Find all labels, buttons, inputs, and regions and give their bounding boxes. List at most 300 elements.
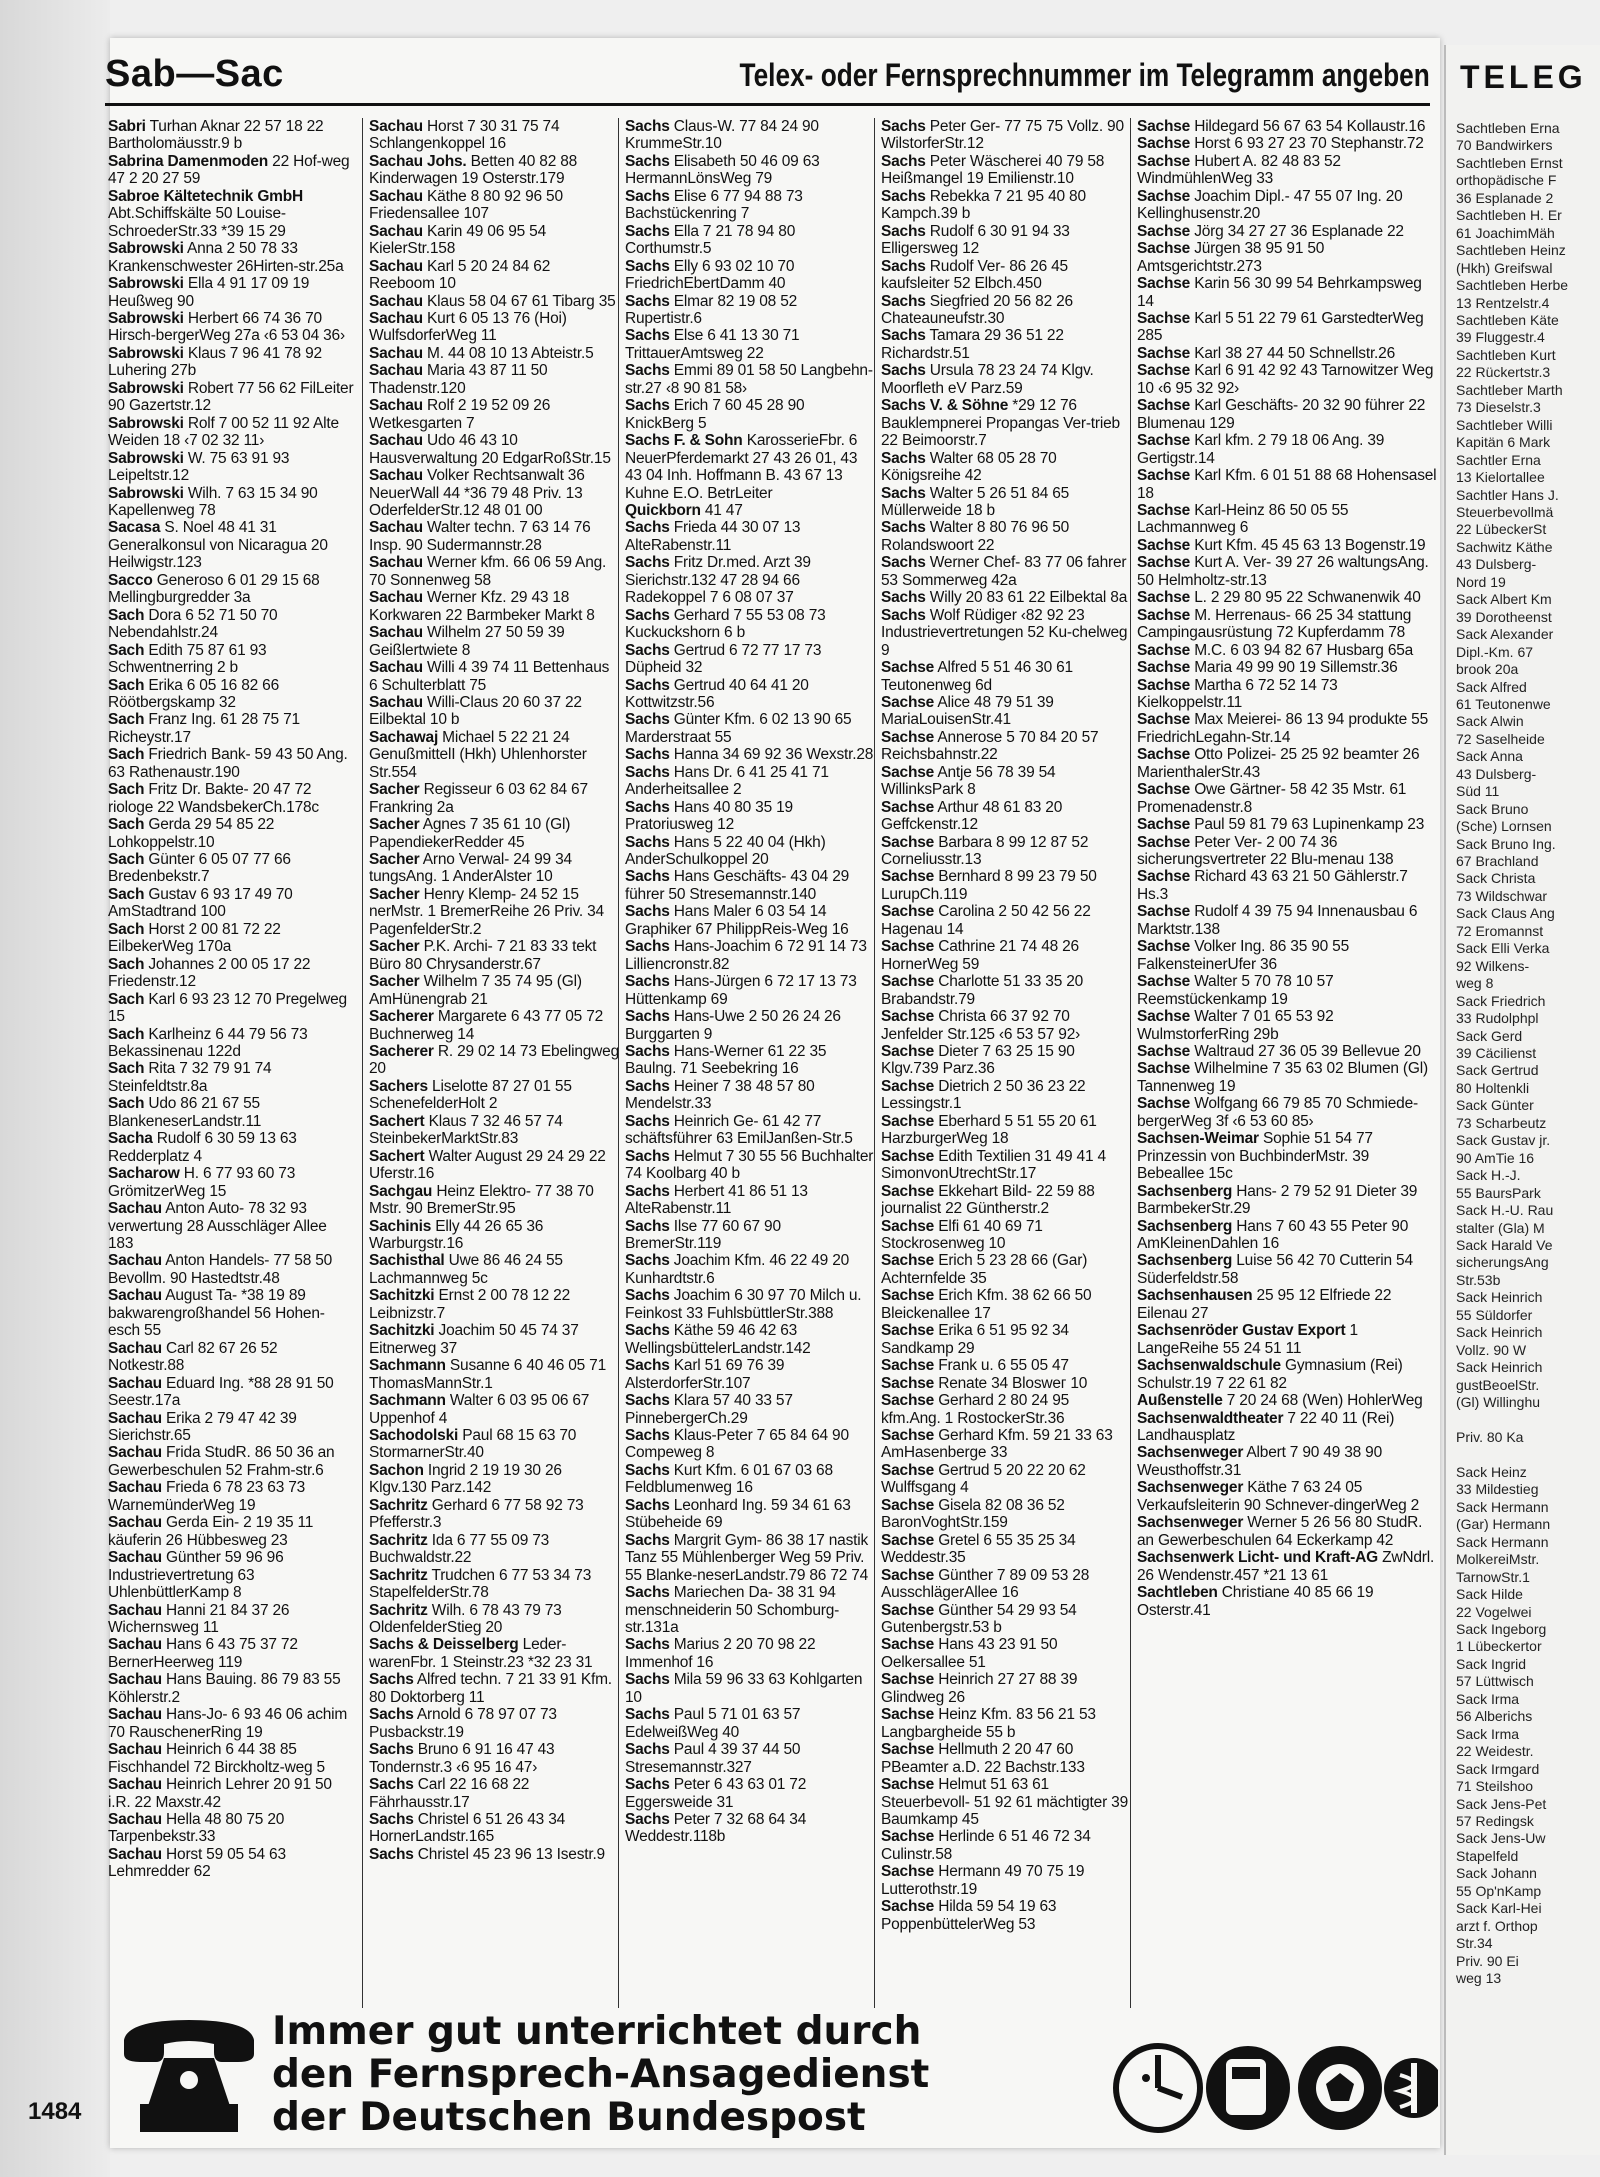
entry-details: Günter 6 05 07 77 66 Bredenbekstr.7 bbox=[108, 851, 291, 886]
entry-name: Sachse bbox=[1137, 833, 1191, 851]
entry-details: Wilh. 6 78 43 79 73 OldenfelderStieg 20 bbox=[369, 1601, 562, 1636]
entry-details: Volker Ing. 86 35 90 55 FalkensteinerUfer 36 bbox=[1137, 938, 1350, 973]
entry-name: Sachse bbox=[881, 1374, 935, 1392]
next-page-entry: 56 Alberichs bbox=[1456, 1708, 1533, 1725]
entry-name: Sacasa bbox=[108, 519, 161, 537]
entry-name: Sachs & Deisselberg bbox=[369, 1636, 519, 1654]
entry-name: Sach bbox=[108, 1025, 145, 1043]
entry-name: Sachs bbox=[881, 484, 926, 502]
page-range-heading: Sab—Sac bbox=[105, 53, 284, 95]
entry-details: Cathrine 21 74 48 26 HornerWeg 59 bbox=[881, 938, 1079, 973]
next-page-entry: Sack Irma bbox=[1456, 1725, 1520, 1742]
entry-details: Regisseur 6 03 62 84 67 Frankring 2a bbox=[369, 781, 588, 816]
entry-details: Wolf Rüdiger ‹82 92 23 Industrievertretungen 52 Ku-chelweg 9 bbox=[881, 606, 1128, 659]
next-page-entry: Sack Bruno Ing. bbox=[1456, 835, 1556, 852]
entry-details: Wilh. 7 63 15 34 90 Kapellenweg 78 bbox=[108, 484, 318, 519]
directory-entry bbox=[1137, 746, 1437, 781]
entry-name: Sachs bbox=[881, 606, 926, 624]
directory-entry bbox=[625, 1043, 875, 1078]
entry-name: Sachs bbox=[369, 1810, 414, 1828]
entry-name: Sach bbox=[108, 816, 145, 834]
entry-details: Robert 77 56 62 FilLeiter 90 Gazertstr.12 bbox=[108, 379, 354, 415]
directory-entry bbox=[108, 1602, 356, 1637]
entry-name: Sacherer bbox=[369, 1043, 434, 1061]
entry-details: Elfi 61 40 69 71 Stockrosenweg 10 bbox=[881, 1217, 1043, 1252]
next-page-entry: Sack Heinrich bbox=[1456, 1359, 1543, 1376]
entry-details: Hans- 2 79 52 91 Dieter 39 BarmbekerStr.29 bbox=[1137, 1182, 1418, 1218]
directory-entry bbox=[881, 1287, 1131, 1322]
directory-entry bbox=[881, 1497, 1131, 1532]
entry-name: Sachse bbox=[1137, 536, 1191, 554]
entry-name: Sachers bbox=[369, 1077, 428, 1095]
entry-name: Sachs bbox=[625, 1671, 670, 1689]
entry-name: Sachs bbox=[625, 1357, 670, 1375]
directory-entry bbox=[881, 607, 1131, 659]
directory-entry bbox=[625, 327, 875, 362]
entry-details: Frank u. 6 55 05 47 bbox=[934, 1357, 1069, 1375]
listing-columns bbox=[108, 118, 1438, 2008]
entry-name: Sachau bbox=[108, 1810, 162, 1828]
entry-name: Sachsen-Weimar bbox=[1137, 1130, 1259, 1148]
entry-name: Sachse bbox=[1137, 501, 1191, 519]
entry-details: Leonhard Ing. 59 34 61 63 Stübeheide 69 bbox=[625, 1496, 851, 1532]
directory-entry bbox=[625, 1008, 875, 1043]
entry-name: Sachau bbox=[369, 309, 423, 327]
entry-details: Frieda 6 78 23 63 73 WarnemünderWeg 19 bbox=[108, 1479, 306, 1514]
directory-entry bbox=[108, 1410, 356, 1445]
entry-details: Bruno 6 91 16 47 43 Tondernstr.3 ‹6 95 16 47› bbox=[369, 1741, 555, 1776]
entry-details: Ingrid 2 19 19 30 26 Klgv.130 Parz.142 bbox=[369, 1461, 562, 1497]
directory-entry bbox=[369, 310, 619, 345]
entry-details: Sophie 51 54 77 Prinzessin von BuchbinderMstr. 39 Bebeallee 15c bbox=[1137, 1130, 1373, 1183]
entry-name: Sachsenhausen bbox=[1137, 1287, 1253, 1305]
entry-details: Margrit Gym- 86 38 17 nastik Tanz 55 Mühlenberger Weg 59 Priv. 55 Blanke-neserLandstr.79 86 72 74 bbox=[625, 1531, 869, 1584]
entry-name: Sach bbox=[108, 606, 145, 624]
entry-name: Sachau bbox=[108, 1636, 162, 1654]
entry-details: Peter 7 32 68 64 34 Weddestr.118b bbox=[625, 1810, 807, 1846]
next-page-entry: Sack Bruno bbox=[1456, 800, 1529, 817]
entry-name: Sachau bbox=[108, 1741, 162, 1759]
entry-name: Sachau bbox=[108, 1252, 162, 1270]
directory-entry bbox=[625, 1427, 875, 1462]
entry-details: Elly 6 93 02 10 70 FriedrichEbertDamm 40 bbox=[625, 257, 795, 293]
entry-name: Sachs bbox=[625, 1008, 670, 1026]
entry-name: Sachs bbox=[625, 711, 670, 729]
entry-name: Sachau bbox=[369, 292, 423, 310]
entry-details: Hans-Werner 61 22 35 Baulng. 71 Seebekring 16 bbox=[625, 1043, 827, 1078]
directory-entry bbox=[369, 1252, 619, 1287]
entry-name: Sachinis bbox=[369, 1217, 432, 1235]
entry-details: Kurt A. Ver- 39 27 26 waltungsAng. 50 Helmholtz-str.13 bbox=[1137, 554, 1429, 589]
entry-details: Paul 68 15 63 70 StormarnerStr.40 bbox=[369, 1426, 577, 1462]
directory-entry bbox=[108, 450, 356, 485]
entry-name: Sachsenberg bbox=[1137, 1252, 1233, 1270]
next-page-entry: brook 20a bbox=[1456, 661, 1519, 678]
directory-entry bbox=[108, 1706, 356, 1741]
next-page-entry: 71 Steilshoo bbox=[1456, 1778, 1534, 1795]
entry-details: Ursula 78 23 24 74 Klgv. Moorfleth eV Parz.59 bbox=[881, 362, 1094, 397]
directory-entry bbox=[1137, 1514, 1437, 1549]
entry-details: *29 12 76 Bauklempnerei Propangas Ver-trieb 22 Beimoorstr.7 bbox=[881, 397, 1120, 450]
directory-entry bbox=[369, 1741, 619, 1776]
entry-details: Henry Klemp- 24 52 15 nerMstr. 1 BremerReihe 26 Priv. 34 PagenfelderStr.2 bbox=[369, 885, 604, 938]
next-page-entry: Str.34 bbox=[1456, 1935, 1493, 1952]
next-page-entry: Sachtler Erna bbox=[1456, 451, 1541, 468]
entry-name: Sachs bbox=[625, 746, 670, 764]
directory-entry bbox=[1137, 502, 1437, 537]
directory-entry bbox=[625, 432, 875, 502]
directory-entry bbox=[1137, 1549, 1437, 1584]
next-page-entry bbox=[1456, 1412, 1568, 1429]
next-page-entry: 22 Rückertstr.3 bbox=[1456, 364, 1551, 381]
entry-name: Sabrowski bbox=[108, 414, 184, 432]
entry-details: Willy 20 83 61 22 Eilbektal 8a bbox=[925, 589, 1128, 607]
entry-name: Sachodolski bbox=[369, 1426, 459, 1444]
football-icon bbox=[1298, 2046, 1382, 2130]
directory-entry bbox=[881, 1322, 1131, 1357]
entry-name: Sachert bbox=[369, 1147, 425, 1165]
entry-details: Emmi 89 01 58 50 Langbehn-str.27 ‹8 90 81 58› bbox=[625, 362, 873, 397]
next-page-entry: 55 Op'nKamp bbox=[1456, 1882, 1542, 1899]
entry-details: Heinz Kfm. 83 56 21 53 Langbargheide 55 b bbox=[881, 1706, 1096, 1741]
directory-entry bbox=[1137, 467, 1437, 502]
next-page-entry: 73 Wildschwar bbox=[1456, 887, 1548, 904]
directory-entry bbox=[1137, 607, 1437, 642]
entry-details: Gertrud 6 72 77 17 73 Düpheid 32 bbox=[625, 641, 822, 677]
directory-entry bbox=[108, 572, 356, 607]
entry-details: Gretel 6 55 35 25 34 Weddestr.35 bbox=[881, 1531, 1076, 1567]
entry-name: Sachs bbox=[881, 362, 926, 380]
entry-name: Sach bbox=[108, 1095, 145, 1113]
entry-details: Hella 48 80 75 20 Tarpenbekstr.33 bbox=[108, 1810, 285, 1846]
entry-name: Sachsenberg bbox=[1137, 1182, 1233, 1200]
entry-name: Sachse bbox=[1137, 187, 1191, 205]
directory-entry bbox=[369, 1427, 619, 1462]
entry-name: Sachsenberg bbox=[1137, 1217, 1233, 1235]
entry-details: Walter 7 01 65 53 92 WulmstorferRing 29b bbox=[1137, 1008, 1334, 1043]
next-page-strip bbox=[1444, 45, 1600, 2155]
entry-details: Maria 49 99 90 19 Sillemstr.36 bbox=[1190, 659, 1398, 677]
entry-details: Walter 5 26 51 84 65 Müllerweide 18 b bbox=[881, 484, 1070, 519]
entry-name: Sach bbox=[108, 885, 145, 903]
scan-margin bbox=[0, 0, 110, 2177]
entry-name: Sachtleben bbox=[1137, 1584, 1218, 1602]
next-page-entry: Vollz. 90 W bbox=[1456, 1341, 1527, 1358]
directory-entry bbox=[369, 1497, 619, 1532]
next-page-entry: 57 Lüttwisch bbox=[1456, 1673, 1534, 1690]
directory-entry bbox=[1137, 1479, 1437, 1514]
entry-name: Sachitzki bbox=[369, 1287, 435, 1305]
directory-entry bbox=[1137, 781, 1437, 816]
directory-entry bbox=[108, 956, 356, 991]
entry-name: Sachse bbox=[881, 1636, 935, 1654]
directory-entry bbox=[108, 1776, 356, 1811]
entry-name: Sachs bbox=[625, 519, 670, 537]
entry-name: Sach bbox=[108, 955, 145, 973]
entry-details: R. 29 02 14 73 Ebelingweg 20 bbox=[369, 1043, 619, 1078]
entry-name: Sabrowski bbox=[108, 309, 184, 327]
entry-details: Karl-Heinz 86 50 05 55 Lachmannweg 6 bbox=[1137, 501, 1349, 537]
entry-details: Wilhelmine 7 35 63 02 Blumen (Gl) Tannenweg 19 bbox=[1137, 1060, 1428, 1095]
entry-name: Sacher bbox=[369, 851, 420, 869]
entry-details: Hans-Joachim 6 72 91 14 73 Lilliencronstr.82 bbox=[625, 938, 867, 973]
directory-entry bbox=[625, 607, 875, 642]
entry-name: Sachs bbox=[625, 1426, 670, 1444]
entry-name: Sachse bbox=[881, 833, 935, 851]
entry-name: Sachs bbox=[625, 1776, 670, 1794]
next-page-entry: Sack Hilde bbox=[1456, 1586, 1523, 1603]
entry-details: Karl Kfm. 6 01 51 88 68 Hohensasel 18 bbox=[1137, 467, 1437, 502]
entry-name: Sachs bbox=[625, 676, 670, 694]
directory-entry bbox=[108, 991, 356, 1026]
directory-entry bbox=[625, 519, 875, 554]
directory-entry bbox=[625, 1218, 875, 1253]
directory-entry bbox=[625, 764, 875, 799]
entry-details: Ekkehart Bild- 22 59 88 journalist 22 Güntherstr.2 bbox=[881, 1182, 1095, 1218]
directory-entry bbox=[1137, 188, 1437, 223]
entry-details: 7 22 40 11 (Rei) Landhausplatz bbox=[1137, 1409, 1395, 1444]
directory-entry bbox=[881, 362, 1131, 397]
directory-entry bbox=[369, 1392, 619, 1427]
entry-name: Sachs bbox=[881, 152, 926, 170]
entry-name: Sachs bbox=[881, 519, 926, 537]
entry-name: Sachritz bbox=[369, 1566, 428, 1584]
entry-details: Werner kfm. 66 06 59 Ang. 70 Sonnenweg 58 bbox=[369, 554, 607, 589]
directory-entry bbox=[108, 711, 356, 746]
entry-name: Sabrowski bbox=[108, 449, 184, 467]
entry-details: Gerhard Kfm. 59 21 33 63 AmHasenberge 33 bbox=[881, 1426, 1113, 1462]
directory-entry bbox=[625, 642, 875, 677]
directory-entry bbox=[369, 781, 619, 816]
directory-entry bbox=[625, 746, 875, 763]
directory-entry bbox=[881, 589, 1131, 606]
directory-entry bbox=[625, 1078, 875, 1113]
entry-details: Max Meierei- 86 13 94 produkte 55 FriedrichLegahn-Str.14 bbox=[1137, 711, 1428, 746]
next-page-entry: Sack Jens-Pet bbox=[1456, 1795, 1547, 1812]
next-page-entry: Sachtleben Herbe bbox=[1456, 277, 1569, 294]
directory-entry bbox=[108, 1060, 356, 1095]
directory-entry bbox=[369, 1532, 619, 1567]
entry-name: Sacher bbox=[369, 973, 420, 991]
directory-entry bbox=[108, 1026, 356, 1061]
next-page-entry: Sachtleben Kurt bbox=[1456, 346, 1556, 363]
listing-column-5 bbox=[1130, 118, 1437, 2008]
entry-name: Sachsenweger bbox=[1137, 1514, 1244, 1532]
directory-entry bbox=[1137, 1410, 1437, 1445]
entry-details: Peter 6 43 63 01 72 Eggersweide 31 bbox=[625, 1776, 807, 1811]
directory-entry bbox=[1137, 310, 1437, 345]
entry-details: Karl 38 27 44 50 Schnellstr.26 bbox=[1190, 344, 1396, 362]
entry-details: Jörg 34 27 27 36 Esplanade 22 bbox=[1190, 222, 1404, 240]
directory-entry bbox=[108, 275, 356, 310]
ad-line-2: den Fernsprech-Ansagedienst bbox=[272, 2052, 930, 2097]
directory-entry bbox=[1137, 1357, 1437, 1392]
telegram-note-heading: Telex- oder Fernsprechnummer im Telegramm angeben bbox=[739, 57, 1430, 93]
entry-name: Sachse bbox=[881, 1671, 935, 1689]
entry-name: Sachse bbox=[1137, 781, 1191, 799]
entry-details: Karl 6 93 23 12 70 Pregelweg 15 bbox=[108, 990, 347, 1026]
entry-name: Sachs bbox=[369, 1706, 414, 1724]
entry-name: Sachau bbox=[108, 1339, 162, 1357]
entry-name: Sachs bbox=[625, 118, 670, 135]
entry-details: Walter techn. 7 63 14 76 Insp. 90 Sudermannstr.28 bbox=[369, 519, 591, 554]
entry-name: Sachs bbox=[625, 1810, 670, 1828]
entry-name: Sachs bbox=[625, 798, 670, 816]
entry-name: Sachau bbox=[108, 1776, 162, 1794]
entry-details: Erich 7 60 45 28 90 KnickBerg 5 bbox=[625, 397, 805, 432]
next-page-entry: TarnowStr.1 bbox=[1456, 1568, 1530, 1585]
entry-details: Claus-W. 77 84 24 90 KrummeStr.10 bbox=[625, 118, 819, 153]
entry-details: Werner Chef- 83 77 06 fahrer 53 Sommerweg 42a bbox=[881, 554, 1127, 589]
entry-details: Walter 5 70 78 10 57 Reemstückenkamp 19 bbox=[1137, 973, 1334, 1008]
entry-details: Rolf 7 00 52 11 92 Alte Weiden 18 ‹7 02 32 11› bbox=[108, 414, 339, 450]
directory-entry bbox=[881, 485, 1131, 520]
entry-name: Sachawaj bbox=[369, 728, 439, 746]
entry-details: Helmut 7 30 55 56 Buchhalter 74 Koolbarg 40 b bbox=[625, 1147, 874, 1183]
entry-details: Mariechen Da- 38 31 94 menschneiderin 50 Schomburg-str.131a bbox=[625, 1584, 840, 1636]
entry-name: Sachau bbox=[369, 659, 423, 677]
next-page-entry: Süd 11 bbox=[1456, 783, 1500, 800]
directory-entry bbox=[369, 1218, 619, 1253]
entry-name: Sachs bbox=[881, 292, 926, 310]
directory-entry bbox=[369, 554, 619, 589]
entry-details: 22 Hof-weg 47 2 20 27 59 bbox=[108, 152, 350, 188]
directory-entry bbox=[369, 694, 619, 729]
entry-name: Sachs bbox=[625, 257, 670, 275]
directory-entry bbox=[369, 519, 619, 554]
next-page-entry: Sack Friedrich bbox=[1456, 992, 1546, 1009]
directory-entry bbox=[1137, 135, 1437, 152]
entry-details: Alice 48 79 51 39 MariaLouisenStr.41 bbox=[881, 693, 1054, 729]
entry-name: Sachs bbox=[369, 1671, 414, 1689]
entry-name: Sachse bbox=[1137, 275, 1191, 293]
entry-details: Rebekka 7 21 95 40 80 Kampch.39 b bbox=[881, 187, 1086, 223]
directory-entry bbox=[1137, 153, 1437, 188]
entry-details: Hans Maler 6 03 54 14 Graphiker 67 PhilippReis-Weg 16 bbox=[625, 903, 849, 938]
entry-name: Sach bbox=[108, 676, 145, 694]
directory-entry bbox=[1137, 1287, 1437, 1322]
entry-name: Sachs bbox=[625, 362, 670, 380]
directory-entry bbox=[1137, 1218, 1437, 1253]
entry-details: Turhan Aknar 22 57 18 22 Bartholomäusstr.9 b bbox=[108, 118, 324, 153]
directory-entry bbox=[1137, 223, 1437, 240]
directory-entry bbox=[881, 1113, 1131, 1148]
entry-details: Kurt Kfm. 45 45 63 13 Bogenstr.19 bbox=[1190, 536, 1426, 554]
entry-name: Sachs bbox=[625, 1531, 670, 1549]
entry-name: Sachse bbox=[1137, 641, 1191, 659]
entry-name: Sachse bbox=[881, 1077, 935, 1095]
entry-details: Gustav 6 93 17 49 70 AmStadtrand 100 bbox=[108, 885, 293, 921]
directory-entry bbox=[881, 1602, 1131, 1637]
entry-details: Luise 56 42 70 Cutterin 54 Süderfeldstr.58 bbox=[1137, 1252, 1413, 1287]
directory-entry bbox=[108, 1095, 356, 1130]
directory-entry bbox=[369, 1322, 619, 1357]
next-page-entry: 13 Rentzelstr.4 bbox=[1456, 294, 1550, 311]
directory-entry bbox=[625, 1322, 875, 1357]
next-page-entry: Sack Alwin bbox=[1456, 713, 1524, 730]
next-page-entry: Sack Christa bbox=[1456, 870, 1536, 887]
directory-entry bbox=[369, 1287, 619, 1322]
entry-name: Sachs bbox=[625, 1252, 670, 1270]
entry-name: Sachau Johs. bbox=[369, 152, 467, 170]
entry-name: Sachse bbox=[1137, 606, 1191, 624]
entry-name: Sachsenweger bbox=[1137, 1444, 1244, 1462]
directory-entry bbox=[1137, 868, 1437, 903]
entry-name: Sachse bbox=[1137, 903, 1191, 921]
directory-entry bbox=[625, 1252, 875, 1287]
directory-entry bbox=[1137, 1392, 1437, 1409]
page-number: 1484 bbox=[28, 2098, 82, 2125]
next-page-entry: Sachtleben Ernst bbox=[1456, 154, 1563, 171]
entry-name: Sachs bbox=[881, 554, 926, 572]
next-page-entry: 43 Dulsberg- bbox=[1456, 765, 1537, 782]
next-page-entry: MolkereiMstr. bbox=[1456, 1551, 1540, 1568]
directory-entry bbox=[369, 1462, 619, 1497]
entry-name: Sacher bbox=[369, 938, 420, 956]
directory-entry bbox=[1137, 1322, 1437, 1357]
next-page-entry: 13 Kielortallee bbox=[1456, 469, 1545, 486]
entry-name: Sachse bbox=[881, 1287, 935, 1305]
directory-entry bbox=[108, 519, 356, 571]
directory-entry bbox=[1137, 397, 1437, 432]
next-page-entry: (Sche) Lornsen bbox=[1456, 818, 1552, 835]
entry-details: Horst 2 00 81 72 22 EilbekerWeg 170a bbox=[108, 920, 281, 956]
directory-entry bbox=[625, 1392, 875, 1427]
directory-entry bbox=[1137, 589, 1437, 606]
entry-details: Christel 6 51 26 43 34 HornerLandstr.165 bbox=[369, 1810, 566, 1846]
entry-details: Walter 8 80 76 96 50 Rolandswoort 22 bbox=[881, 519, 1070, 554]
directory-entry bbox=[369, 362, 619, 397]
directory-entry bbox=[625, 834, 875, 869]
directory-entry bbox=[369, 1183, 619, 1218]
entry-name: Sachse bbox=[1137, 1008, 1191, 1026]
entry-details: Albert 7 90 49 38 90 Weusthoffstr.31 bbox=[1137, 1444, 1383, 1479]
entry-name: Sachs bbox=[625, 187, 670, 205]
directory-entry bbox=[625, 1741, 875, 1776]
entry-details: Klaus 58 04 67 61 Tibarg 35 bbox=[422, 292, 616, 310]
entry-name: Sacherer bbox=[369, 1008, 434, 1026]
entry-name: Sachs bbox=[625, 1322, 670, 1340]
entry-name: Sachsenröder Gustav Export bbox=[1137, 1322, 1346, 1340]
entry-details: Else 6 41 13 30 71 TrittauerAmtsweg 22 bbox=[625, 327, 800, 362]
directory-entry bbox=[881, 1671, 1131, 1706]
directory-entry bbox=[369, 1811, 619, 1846]
entry-name: Sachs bbox=[625, 1706, 670, 1724]
directory-entry bbox=[1137, 834, 1437, 869]
listing-column-3 bbox=[618, 118, 875, 2008]
next-page-entry: Sack Jens-Uw bbox=[1456, 1830, 1546, 1847]
next-page-entry: Sack Hermann bbox=[1456, 1533, 1549, 1550]
entry-details: Maria 43 87 11 50 Thadenstr.120 bbox=[369, 362, 548, 397]
directory-entry bbox=[108, 1165, 356, 1200]
next-page-entry: arzt f. Orthop bbox=[1456, 1917, 1538, 1934]
entry-details: Elly 44 26 65 36 Warburgstr.16 bbox=[369, 1217, 544, 1252]
entry-name: Sachse bbox=[1137, 135, 1191, 153]
entry-name: Sachs bbox=[625, 152, 670, 170]
directory-entry bbox=[108, 153, 356, 188]
entry-name: Sachse bbox=[1137, 1060, 1191, 1078]
entry-name: Sachs V. & Söhne bbox=[881, 397, 1009, 415]
entry-name: Sachse bbox=[881, 938, 935, 956]
directory-entry bbox=[108, 781, 356, 816]
entry-details: Horst 6 93 27 23 70 Stephanstr.72 bbox=[1190, 135, 1424, 153]
entry-name: Sachs bbox=[625, 1077, 670, 1095]
entry-name: Sachse bbox=[881, 1182, 935, 1200]
entry-details: Rudolf 6 30 91 94 33 Elligersweg 12 bbox=[881, 222, 1070, 258]
entry-details: 7 20 24 68 (Wen) HohlerWeg bbox=[1222, 1392, 1423, 1410]
entry-details: Otto Polizei- 25 25 92 beamter 26 MarienthalerStr.43 bbox=[1137, 746, 1420, 781]
entry-name: Sachse bbox=[881, 1008, 935, 1026]
